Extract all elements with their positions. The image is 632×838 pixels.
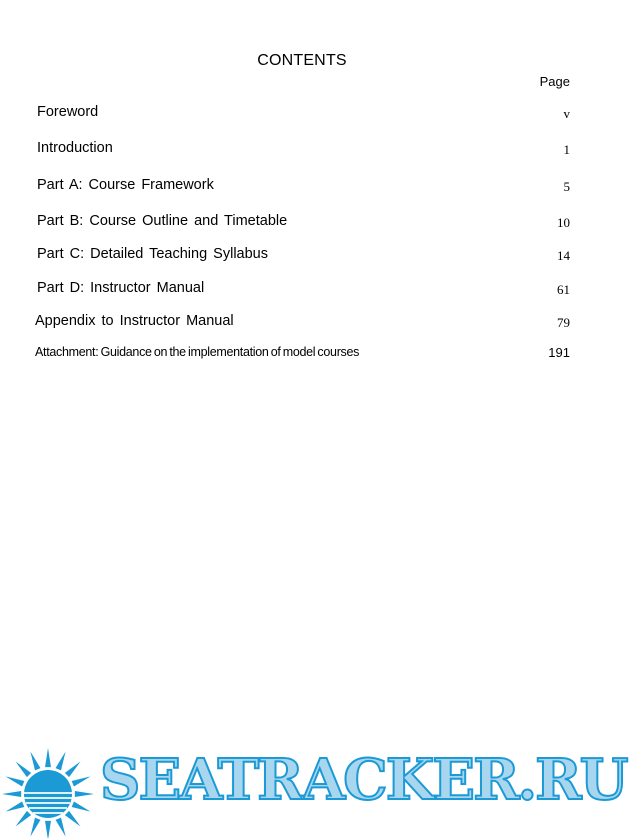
toc-entry-label: Attachment: Guidance on the implementation of model courses xyxy=(35,345,360,359)
toc-entry-label: Part A: Course Framework xyxy=(37,177,214,193)
watermark xyxy=(0,738,632,837)
toc-entry-label: Part C: Detailed Teaching Syllabus xyxy=(37,246,268,262)
watermark-text: SEATRACKER.RU xyxy=(100,747,627,813)
sun-ray xyxy=(72,802,91,812)
page-title: CONTENTS xyxy=(257,52,347,69)
sun-ray xyxy=(30,818,40,837)
sun-ray xyxy=(2,791,21,797)
toc-entry-attachment xyxy=(0,345,632,367)
toc-entry-page: 10 xyxy=(557,215,570,230)
toc-entry-introduction xyxy=(0,140,632,162)
sun-ray xyxy=(30,752,40,771)
toc-entry-page: 79 xyxy=(557,315,570,330)
toc-entry-label: Foreword xyxy=(37,104,99,120)
toc-entry-foreword xyxy=(0,104,632,126)
sun-ray xyxy=(45,748,51,767)
toc-entry-part-d xyxy=(0,280,632,302)
sun-ray xyxy=(15,811,31,827)
toc-entry-page: 5 xyxy=(563,179,570,194)
sun-ray xyxy=(65,811,81,827)
sun-ray xyxy=(56,818,66,837)
toc-entry-page: v xyxy=(563,106,570,121)
sun-ray xyxy=(65,761,81,777)
toc-entry-label: Introduction xyxy=(37,140,113,156)
toc-entry-page: 14 xyxy=(557,248,570,263)
sun-icon xyxy=(0,742,96,838)
toc-entry-page: 191 xyxy=(548,345,570,360)
sun-ray xyxy=(6,802,25,812)
toc-entry-label: Appendix to Instructor Manual xyxy=(35,313,234,329)
toc-entry-part-b xyxy=(0,213,632,235)
sun-ray xyxy=(6,776,25,786)
sun-ray xyxy=(75,791,94,797)
toc-entry-part-c xyxy=(0,246,632,268)
toc-entry-page: 1 xyxy=(563,142,570,157)
toc-entry-part-a xyxy=(0,177,632,199)
sun-ray xyxy=(45,821,51,838)
toc-entry-appendix xyxy=(0,313,632,335)
sun-ray xyxy=(72,776,91,786)
toc-entry-label: Part D: Instructor Manual xyxy=(37,280,205,296)
toc-entry-label: Part B: Course Outline and Timetable xyxy=(37,213,288,229)
toc-entry-page: 61 xyxy=(557,282,570,297)
page-column-label: Page xyxy=(539,74,570,89)
sun-ray xyxy=(56,752,66,771)
sun-ray xyxy=(15,761,31,777)
